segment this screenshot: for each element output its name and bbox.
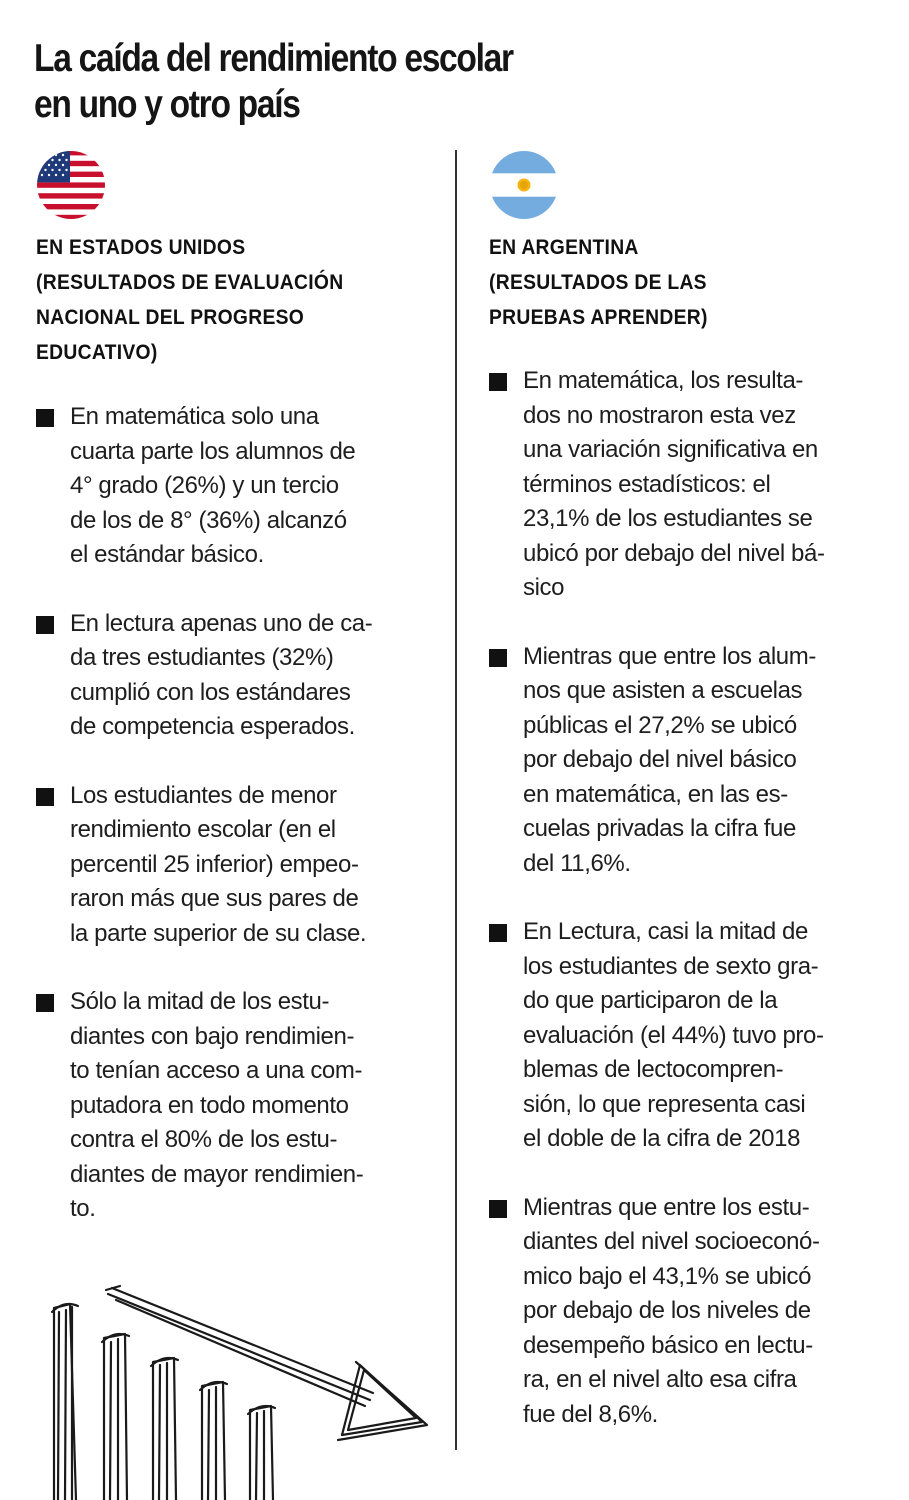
usa-heading-line: NACIONAL DEL PROGRESO bbox=[36, 306, 305, 329]
bullet-square-icon bbox=[36, 788, 54, 806]
argentina-bullet-list bbox=[489, 364, 889, 1432]
argentina-bullet-item: En matemática, los resulta- dos no mostraron esta vez una variación significativa en términos estadísticos: el 23,1% de los estudiantes se ubicó por debajo del nivel bá- sico bbox=[489, 364, 889, 606]
usa-heading-line: EDUCATIVO) bbox=[36, 341, 158, 364]
page-title bbox=[34, 36, 756, 128]
argentina-heading-line: (RESULTADOS DE LAS bbox=[489, 271, 707, 294]
argentina-flag-icon bbox=[489, 150, 559, 220]
argentina-heading bbox=[489, 230, 857, 335]
usa-heading bbox=[36, 230, 404, 370]
bullet-square-icon bbox=[489, 373, 507, 391]
bullet-square-icon bbox=[489, 649, 507, 667]
usa-flag-icon bbox=[36, 150, 106, 220]
bullet-square-icon bbox=[36, 994, 54, 1012]
usa-bullet-list bbox=[36, 400, 436, 1227]
argentina-bullet-item: En Lectura, casi la mitad de los estudiantes de sexto gra- do que participaron de la evaluación (el 44%) tuvo pro- blemas de lectocompren- sión, lo que representa casi el doble de la cifra de 2018 bbox=[489, 915, 889, 1157]
bullet-square-icon bbox=[36, 616, 54, 634]
argentina-bullet-item: Mientras que entre los alum- nos que asisten a escuelas públicas el 27,2% se ubicó por debajo del nivel básico en matemática, en las es- cuelas privadas la cifra fue del 11,6%. bbox=[489, 640, 889, 882]
usa-heading-line: (RESULTADOS DE EVALUACIÓN bbox=[36, 271, 344, 294]
usa-heading-line: EN ESTADOS UNIDOS bbox=[36, 236, 246, 259]
bullet-square-icon bbox=[489, 1200, 507, 1218]
argentina-bullet-item: Mientras que entre los estu- diantes del nivel socioeconó- mico bajo el 43,1% se ubicó por debajo de los niveles de desempeño básico en lectu- ra, en el nivel alto esa cifra fue del 8,6%. bbox=[489, 1191, 889, 1433]
column-divider bbox=[455, 150, 457, 1450]
usa-bullet-item: Los estudiantes de menor rendimiento escolar (en el percentil 25 inferior) empeo- raron más que sus pares de la parte superior de su clase. bbox=[36, 779, 436, 952]
bullet-square-icon bbox=[489, 924, 507, 942]
bullet-square-icon bbox=[36, 409, 54, 427]
usa-bullet-item: En matemática solo una cuarta parte los alumnos de 4° grado (26%) y un tercio de los de 8° (36%) alcanzó el estándar básico. bbox=[36, 400, 436, 573]
title-line-1: La caída del rendimiento escolar bbox=[34, 37, 513, 81]
usa-bullet-item: En lectura apenas uno de ca- da tres estudiantes (32%) cumplió con los estándares de competencia esperados. bbox=[36, 607, 436, 745]
title-line-2: en uno y otro país bbox=[34, 83, 300, 127]
argentina-heading-line: EN ARGENTINA bbox=[489, 236, 639, 259]
argentina-heading-line: PRUEBAS APRENDER) bbox=[489, 306, 708, 329]
usa-column bbox=[36, 150, 436, 1227]
usa-bullet-item: Sólo la mitad de los estu- diantes con bajo rendimien- to tenían acceso a una com- putadora en todo momento contra el 80% de los estu- diantes de mayor rendimien- to. bbox=[36, 985, 436, 1227]
argentina-column bbox=[489, 150, 889, 1432]
declining-bar-chart-sketch-icon bbox=[30, 1250, 440, 1500]
